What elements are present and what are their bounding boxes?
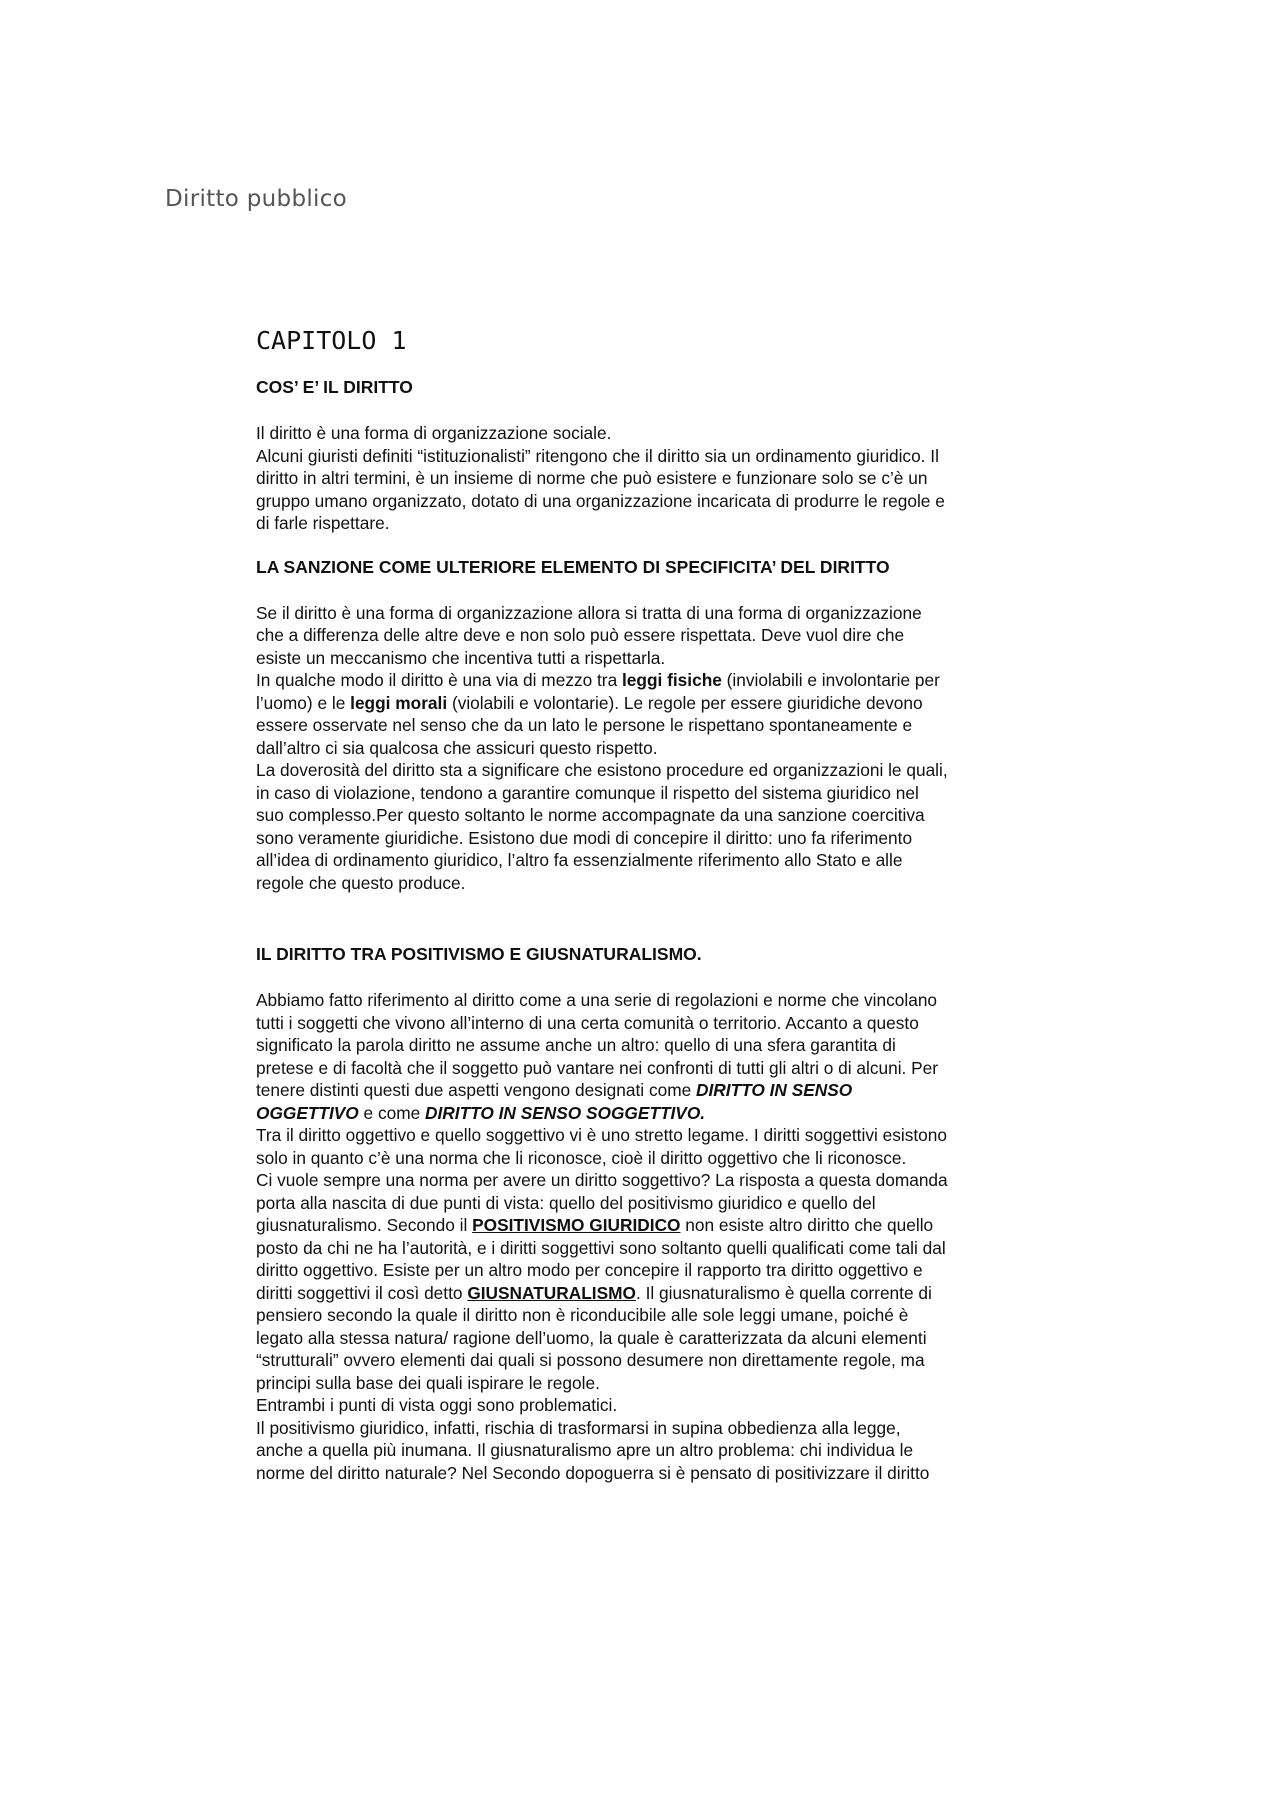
text-line: pensiero secondo la quale il diritto non è riconducibile alle sole leggi umane, poiché è (256, 1305, 909, 1325)
bold-italic-term: DIRITTO IN SENSO (696, 1080, 853, 1100)
text-line: regole che questo produce. (256, 872, 466, 893)
text-line: Il positivismo giuridico, infatti, rischia di trasformarsi in supina obbedienza alla legge, (256, 1417, 901, 1438)
text-line: porta alla nascita di due punti di vista: quello del positivismo giuridico e quello del (256, 1192, 876, 1213)
text-line: Il diritto è una forma di organizzazione sociale. (256, 423, 612, 443)
text-line: all’idea di ordinamento giuridico, l’altro fa essenzialmente riferimento allo Stato e alle (256, 850, 903, 870)
text-line: diritto in altri termini, è un insieme di norme che può esistere e funzionare solo se c’è un (256, 468, 928, 488)
section-paragraph (256, 602, 1036, 895)
text-line: l’uomo) e le leggi morali (violabili e volontarie). Le regole per essere giuridiche devono (256, 692, 923, 713)
text-line: diritto oggettivo. Esiste per un altro modo per concepire il rapporto tra diritto oggettivo e (256, 1260, 923, 1280)
text-line: Entrambi i punti di vista oggi sono problematici. (256, 1395, 618, 1415)
section-heading-cos-e-il-diritto: COS’ E’ IL DIRITTO (256, 377, 413, 397)
text-line: OGGETTIVO e come DIRITTO IN SENSO SOGGETTIVO. (256, 1102, 706, 1123)
bold-term-leggi-fisiche: leggi fisiche (621, 670, 722, 690)
text-line: dall’altro ci sia qualcosa che assicuri questo rispetto. (256, 737, 658, 758)
text-line: di farle rispettare. (256, 513, 390, 533)
section-paragraph (256, 422, 1036, 535)
text-line: essere osservate nel senso che da un lato le persone le rispettano spontaneamente e (256, 715, 913, 735)
underlined-term-giusnaturalismo: GIUSNATURALISMO (467, 1282, 636, 1303)
bold-italic-term: DIRITTO IN SENSO SOGGETTIVO. (425, 1102, 706, 1123)
section-paragraph (256, 989, 1036, 1484)
text-line: suo complesso.Per questo soltanto le norme accompagnate da una sanzione coercitiva (256, 805, 925, 825)
text-line: giusnaturalismo. Secondo il POSITIVISMO GIURIDICO non esiste altro diritto che quello (256, 1215, 934, 1235)
document-header-title: Diritto pubblico (165, 186, 348, 212)
bold-term-leggi-morali: leggi morali (350, 692, 448, 713)
section-heading-la-sanzione: LA SANZIONE COME ULTERIORE ELEMENTO DI SPECIFICITA’ DEL DIRITTO (256, 556, 890, 577)
text-line: posto da chi ne ha l’autorità, e i diritti soggettivi sono soltanto quelli qualificati come tali dal (256, 1237, 946, 1258)
chapter-title: CAPITOLO 1 (256, 326, 407, 355)
text-line: gruppo umano organizzato, dotato di una organizzazione incaricata di produrre le regole e (256, 490, 945, 511)
text-line: solo in quanto c’è una norma che li riconosce, cioè il diritto oggettivo che li riconosce. (256, 1147, 907, 1168)
text-line: La doverosità del diritto sta a significare che esistono procedure ed organizzazioni le quali, (256, 760, 948, 780)
text-line: Alcuni giuristi definiti “istituzionalisti” ritengono che il diritto sia un ordinamento giuridico. Il (256, 445, 939, 466)
text-line: esiste un meccanismo che incentiva tutti a rispettarla. (256, 647, 666, 668)
underlined-term-positivismo-giuridico: POSITIVISMO GIURIDICO (472, 1215, 681, 1235)
text-line: principi sulla base dei quali ispirare le regole. (256, 1372, 600, 1393)
text-line: diritti soggettivi il così detto GIUSNATURALISMO. Il giusnaturalismo è quella corrente di (256, 1282, 932, 1303)
text-line: Ci vuole sempre una norma per avere un diritto soggettivo? La risposta a questa domanda (256, 1170, 948, 1190)
text-line: sono veramente giuridiche. Esistono due modi di concepire il diritto: uno fa riferimento (256, 827, 913, 848)
section-heading-positivismo-giusnaturalismo: IL DIRITTO TRA POSITIVISMO E GIUSNATURALISMO. (256, 944, 702, 964)
text-line: in caso di violazione, tendono a garantire comunque il rispetto del sistema giuridico nel (256, 782, 919, 803)
text-line: In qualche modo il diritto è una via di mezzo tra leggi fisiche (inviolabili e involontarie per (256, 670, 940, 690)
bold-italic-term: OGGETTIVO (256, 1102, 359, 1123)
text-line: Se il diritto è una forma di organizzazione allora si tratta di una forma di organizzazione (256, 602, 922, 623)
text-line: “strutturali” ovvero elementi dai quali si possono desumere non direttamente regole, ma (256, 1350, 925, 1370)
text-line: Abbiamo fatto riferimento al diritto come a una serie di regolazioni e norme che vincolano (256, 990, 938, 1010)
document-body (256, 326, 1036, 1484)
text-line: anche a quella più inumana. Il giusnaturalismo apre un altro problema: chi individua le (256, 1440, 914, 1460)
text-line: pretese e di facoltà che il soggetto può vantare nei confronti di tutti gli altri o di alcuni. Per (256, 1057, 939, 1078)
text-line: significato la parola diritto ne assume anche un altro: quello di una sfera garantita di (256, 1035, 896, 1055)
text-line: legato alla stessa natura/ ragione dell’uomo, la quale è caratterizzata da alcuni elementi (256, 1327, 927, 1348)
text-line: tenere distinti questi due aspetti vengono designati come DIRITTO IN SENSO (256, 1080, 853, 1100)
text-line: Tra il diritto oggettivo e quello soggettivo vi è uno stretto legame. I diritti soggettivi esistono (256, 1125, 947, 1145)
text-line: tutti i soggetti che vivono all’interno di una certa comunità o territorio. Accanto a questo (256, 1012, 919, 1033)
text-line: norme del diritto naturale? Nel Secondo dopoguerra si è pensato di positivizzare il diritto (256, 1462, 930, 1483)
text-line: che a differenza delle altre deve e non solo può essere rispettata. Deve vuol dire che (256, 625, 905, 645)
